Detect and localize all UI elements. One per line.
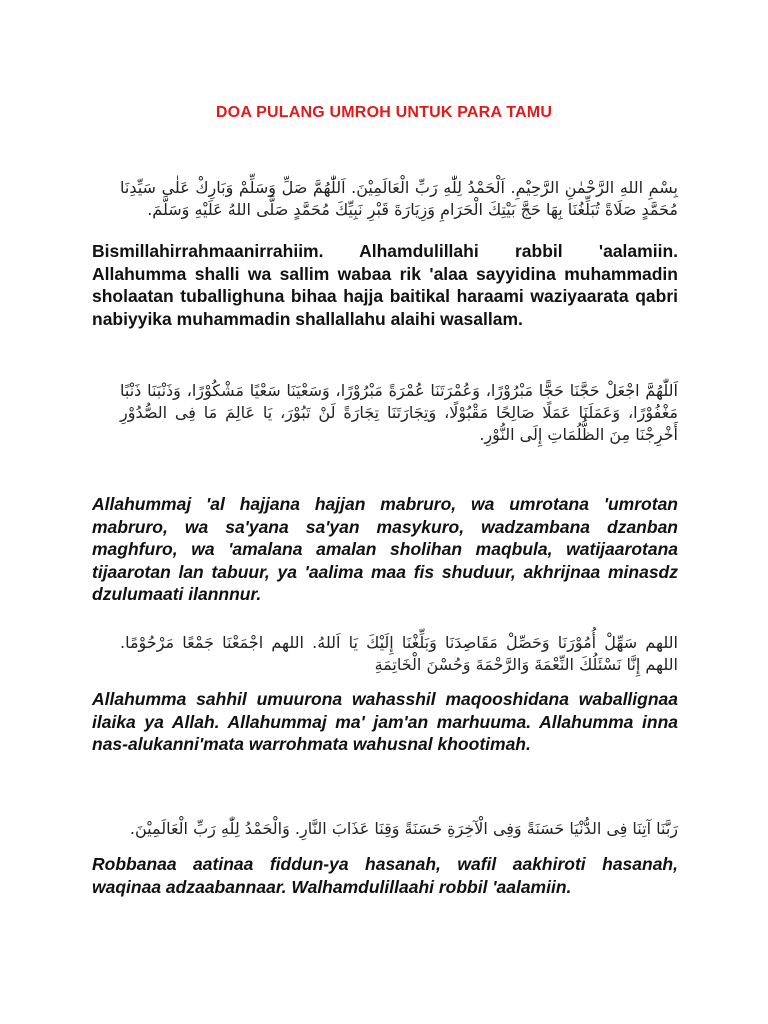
arabic-prayer-3: اللهم سَهِّلْ أُمُوْرَنَا وَحَصِّلْ مَقَاصِدَنَا وَبَلِّغْنَا إِلَيْكَ يَا اَللهُ. اللهم اجْمَعْنَا جَمْعًا مَرْحُوْمًا. اللهم إِنَّا نَسْئَلُكَ النِّعْمَةَ وَالرَّحْمَةَ وَحُسْنَ الْخَاتِمَةِ [120,633,678,674]
transliteration-2: Allahummaj 'al hajjana hajjan mabruro, wa umrotana 'umrotan mabruro, wa sa'yana sa'yan masykuro, wadzambana dzanban maghfuro, wa 'amalana amalan sholihan maqbula, watijaarotana tijaarotan lan tabuur, ya 'aalima maa fis shuduur, akhrijnaa minasdz dzulumaati ilannnur. [92,494,678,604]
transliteration-1: Bismillahirrahmaanirrahiim. Alhamdulillahi rabbil 'aalamiin. Allahumma shalli wa sallim wabaa rik 'alaa sayyidina muhammadin sholaatan tuballighuna bihaa hajja baitikal haraami waziyaarata qabri nabiyyika muhammadin shallallahu alaihi wasallam. [92,241,678,329]
arabic-prayer-2: اَللّٰهُمَّ اجْعَلْ حَجَّنَا حَجًّا مَبْرُوْرًا، وَعُمْرَتَنَا عُمْرَةً مَبْرُوْرًا، وَسَعْيَنَا سَعْيًا مَشْكُوْرًا، وَذَنْبَنَا ذَنْبًا مَغْفُوْرًا، وَعَمَلَنَا عَمَلًا صَالِحًا مَقْبُوْلًا، وَتِجَارَتَنَا تِجَارَةً لَنْ تَبُوْرَ، يَا عَالِمَ مَا فِى الصُّدُوْرِ أَخْرِجْنَا مِنَ الظُّلُمَاتِ إِلَى النُّوْرِ. [120,381,678,444]
arabic-prayer-4: رَبَّنَا آتِنَا فِى الدُّنْيَا حَسَنَةً وَفِى الْآخِرَةِ حَسَنَةً وَقِنَا عَذَابَ النَّارِ. وَالْحَمْدُ لِلّٰهِ رَبِّ الْعَالَمِيْنَ. [129,819,678,838]
arabic-prayer-1: بِسْمِ اللهِ الرَّحْمٰنِ الرَّحِيْمِ. اَلْحَمْدُ لِلّٰهِ رَبِّ الْعَالَمِيْنَ. اَللّٰهُمَّ صَلِّ وَسَلِّمْ وَبَارِكْ عَلٰى سَيِّدِنَا مُحَمَّدٍ صَلَاةً تُبَلِّغُنَا بِهَا حَجَّ بَيْتِكَ الْحَرَامِ وَزِيَارَةَ قَبْرِ نَبِيِّكَ مُحَمَّدٍ صَلَّى اللهُ عَلَيْهِ وَسَلَّمَ. [120,178,678,219]
page-title: DOA PULANG UMROH UNTUK PARA TAMU [215,104,553,121]
transliteration-4: Robbanaa aatinaa fiddun-ya hasanah, wafil aakhiroti hasanah, waqinaa adzaabannaar. Walhamdulillaahi robbil 'aalamiin. [92,854,678,897]
transliteration-3: Allahumma sahhil umuurona wahasshil maqooshidana waballignaa ilaika ya Allah. Allahummaj ma' jam'an marhuuma. Allahumma inna nas-alukanni'mata warrohmata wahusnal khootimah. [92,689,678,754]
